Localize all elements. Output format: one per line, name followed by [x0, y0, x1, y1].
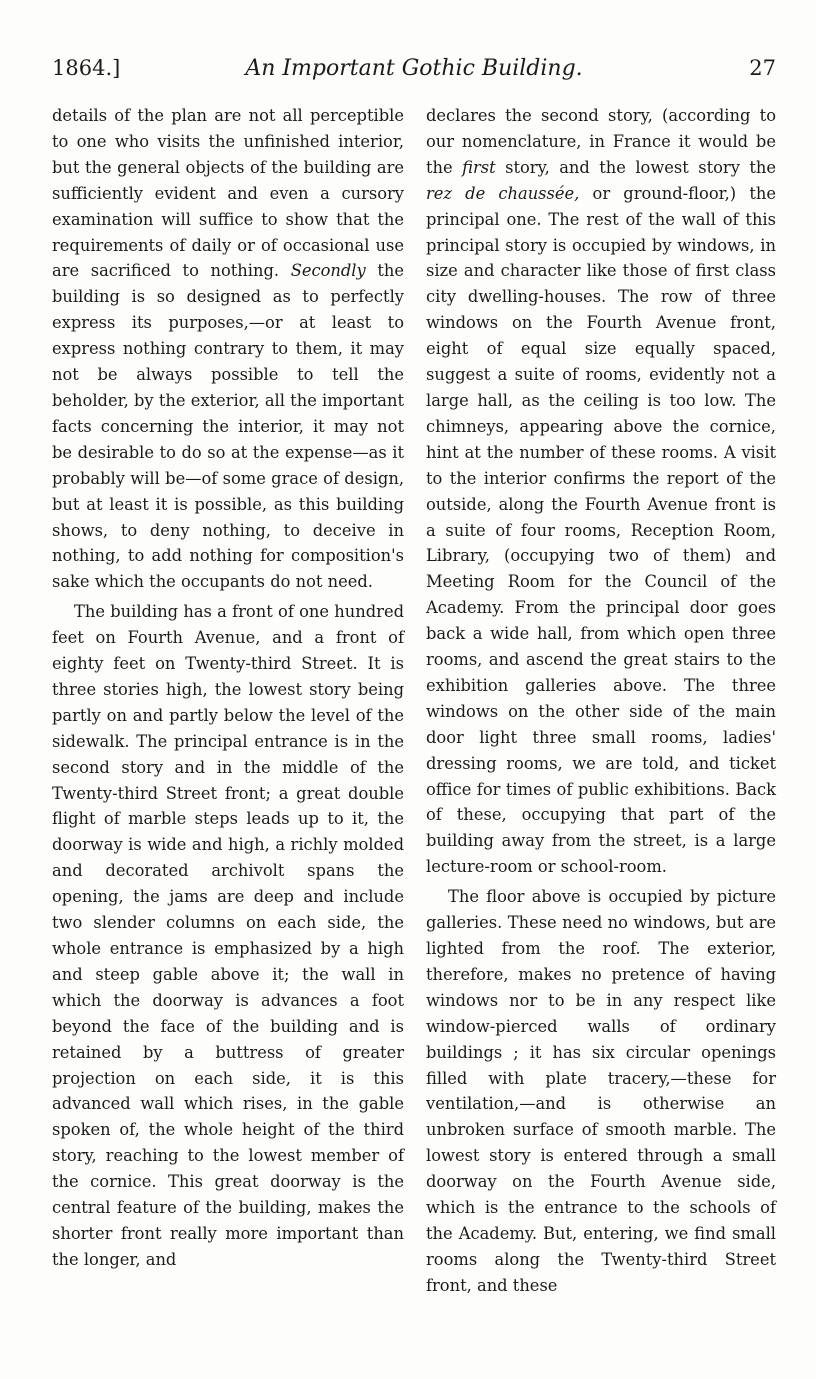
text-run: the building is so designed as to perfectly express its purposes,—or at least to express nothing contrary to them, it may not be always possible to tell the beholder, by the exterior, all the important facts concerning the interior, it may not be desirable to do so at the expense—as it probably will be—of some grace of design, but at least it is possible, as this building shows, to deny nothing, to deceive in nothing, to add nothing for composition's sake which the occupants do not need.	[52, 261, 404, 592]
italic-first: first	[462, 157, 496, 177]
paragraph-continued	[426, 103, 776, 880]
italic-secondly: Secondly	[290, 261, 366, 281]
text-run: declares the second story, (according to our nomenclature, in France it would be the	[426, 106, 776, 177]
page-number: 27	[749, 56, 776, 80]
text-run: or ground-floor,) the principal one. The rest of the wall of this principal story is occupied by windows, in size and character like those of first class city dwelling-houses. The row of three windows on the Fourth Avenue front, eight of equal size equally spaced, suggest a suite of rooms, evidently not a large hall, as the ceiling is too low. The chimneys, appearing above the cornice, hint at the number of these rooms. A visit to the interior confirms the report of the outside, along the Fourth Avenue front is a suite of four rooms, Reception Room, Library, (occupying two of them) and Meeting Room for the Council of the Academy. From the principal door goes back a wide hall, from which open three rooms, and ascend the great stairs to the exhibition galleries above. The three windows on the other side of the main door light three small rooms, ladies' dressing rooms, we are told, and ticket office for times of public exhibitions. Back of these, occupying that part of the building away from the street, is a large lecture-room or school-room.	[426, 183, 776, 877]
text-run: story, and the lowest story the	[505, 157, 777, 177]
header-year: 1864.]	[52, 56, 121, 80]
running-header	[52, 56, 776, 90]
header-title: An Important Gothic Building.	[245, 56, 583, 81]
paragraph-continued	[52, 103, 404, 595]
italic-rez-de-chaussee: rez de chaussée,	[426, 183, 580, 203]
paragraph: The floor above is occupied by picture galleries. These need no windows, but are lighted from the roof. The exterior, therefore, makes no pretence of having windows nor to be in any respect like window-pierced walls of ordinary buildings ; it has six circular openings filled with plate tracery,—these for ventilation,—and is otherwise an unbroken surface of smooth marble. The lowest story is entered through a small doorway on the Fourth Avenue side, which is the entrance to the schools of the Academy. But, entering, we find small rooms along the Twenty-third Street front, and these	[426, 887, 776, 1295]
paragraph: The building has a front of one hundred feet on Fourth Avenue, and a front of eighty feet on Twenty-third Street. It is three stories high, the lowest story being partly on and partly below the level of the sidewalk. The principal entrance is in the second story and in the middle of the Twenty-third Street front; a great double flight of marble steps leads up to it, the doorway is wide and high, a richly molded and decorated archivolt spans the opening, the jams are deep and include two slender columns on each side, the whole entrance is emphasized by a high and steep gable above it; the wall in which the doorway is advances a foot beyond the face of the building and is retained by a buttress of greater projection on each side, it is this advanced wall which rises, in the gable spoken of, the whole height of the third story, reaching to the lowest member of the cornice. This great doorway is the central feature of the building, makes the shorter front really more important than the longer, and	[52, 602, 404, 1269]
right-column	[426, 103, 776, 1299]
text-run: details of the plan are not all perceptible to one who visits the unfinished interior, but the general objects of the building are sufficiently evident and even a cursory examination will suffice to show that the requirements of daily or of occasional use are sacrificed to nothing.	[52, 106, 404, 281]
left-column	[52, 103, 404, 1273]
